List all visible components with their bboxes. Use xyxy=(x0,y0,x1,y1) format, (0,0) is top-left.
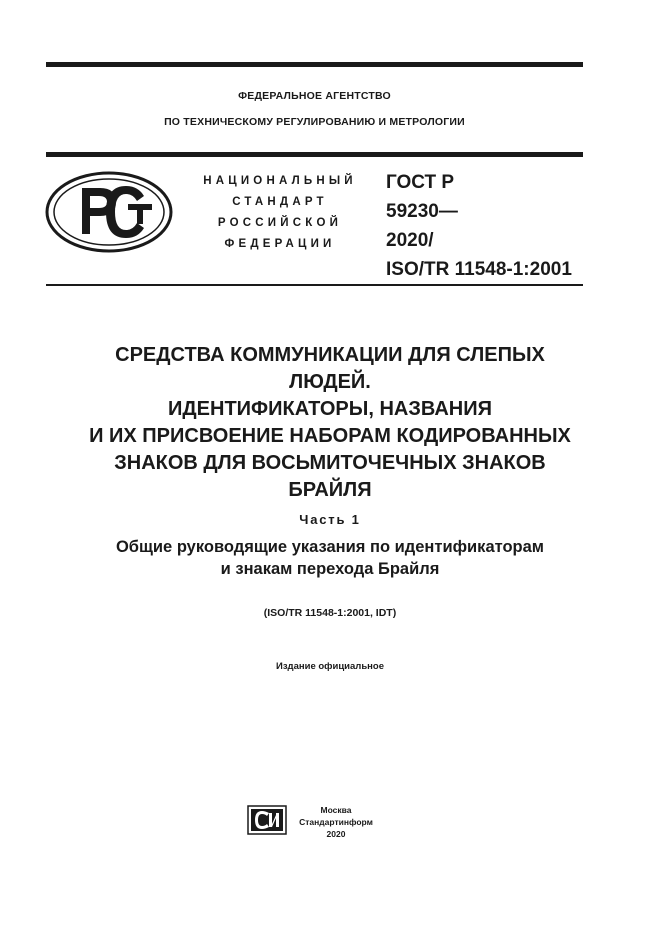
title-line-5: ЗНАКОВ ДЛЯ ВОСЬМИТОЧЕЧНЫХ ЗНАКОВ xyxy=(114,452,546,474)
iso-reference: (ISO/TR 11548-1:2001, IDT) xyxy=(263,607,397,619)
title-line-6: БРАЙЛЯ xyxy=(288,479,372,501)
subtitle-line-1: Общие руководящие указания по идентификаторам xyxy=(115,538,545,556)
agency-line-1: ФЕДЕРАЛЬНОЕ АГЕНТСТВО xyxy=(238,90,391,102)
edition-label: Издание официальное xyxy=(276,661,384,672)
middle-rule xyxy=(46,152,583,157)
title-line-1: СРЕДСТВА КОММУНИКАЦИИ ДЛЯ СЛЕПЫХ xyxy=(115,344,545,366)
rst-certification-logo-icon xyxy=(44,170,174,254)
designation-line-1: ГОСТ Р xyxy=(386,172,455,193)
publisher-city: Москва xyxy=(320,805,352,815)
top-rule xyxy=(46,62,583,67)
designation-line-2: 59230— xyxy=(386,201,458,222)
standard-designation xyxy=(386,168,572,284)
title-line-4: И ИХ ПРИСВОЕНИЕ НАБОРАМ КОДИРОВАННЫХ xyxy=(89,425,571,447)
publisher-name: Стандартинформ xyxy=(299,817,373,827)
header-bottom-rule xyxy=(46,284,583,286)
part-label: Часть 1 xyxy=(299,512,361,527)
document-title xyxy=(40,342,620,504)
national-standard-label xyxy=(180,171,380,255)
national-line-4: ФЕДЕРАЦИИ xyxy=(224,238,336,250)
title-line-2: ЛЮДЕЙ. xyxy=(289,371,371,393)
national-line-1: НАЦИОНАЛЬНЫЙ xyxy=(203,175,357,187)
national-line-3: РОССИЙСКОЙ xyxy=(217,217,343,229)
publisher-year: 2020 xyxy=(326,829,346,839)
publisher-info xyxy=(296,804,376,840)
document-subtitle xyxy=(40,536,620,580)
standartinform-logo-icon xyxy=(247,805,287,835)
designation-line-3: 2020/ xyxy=(386,230,434,251)
title-line-3: ИДЕНТИФИКАТОРЫ, НАЗВАНИЯ xyxy=(168,398,492,420)
agency-line-2: ПО ТЕХНИЧЕСКОМУ РЕГУЛИРОВАНИЮ И МЕТРОЛОГИИ xyxy=(164,116,465,128)
subtitle-line-2: и знакам перехода Брайля xyxy=(220,560,440,578)
designation-line-4: ISO/TR 11548-1:2001 xyxy=(386,259,572,280)
national-line-2: СТАНДАРТ xyxy=(232,196,328,208)
